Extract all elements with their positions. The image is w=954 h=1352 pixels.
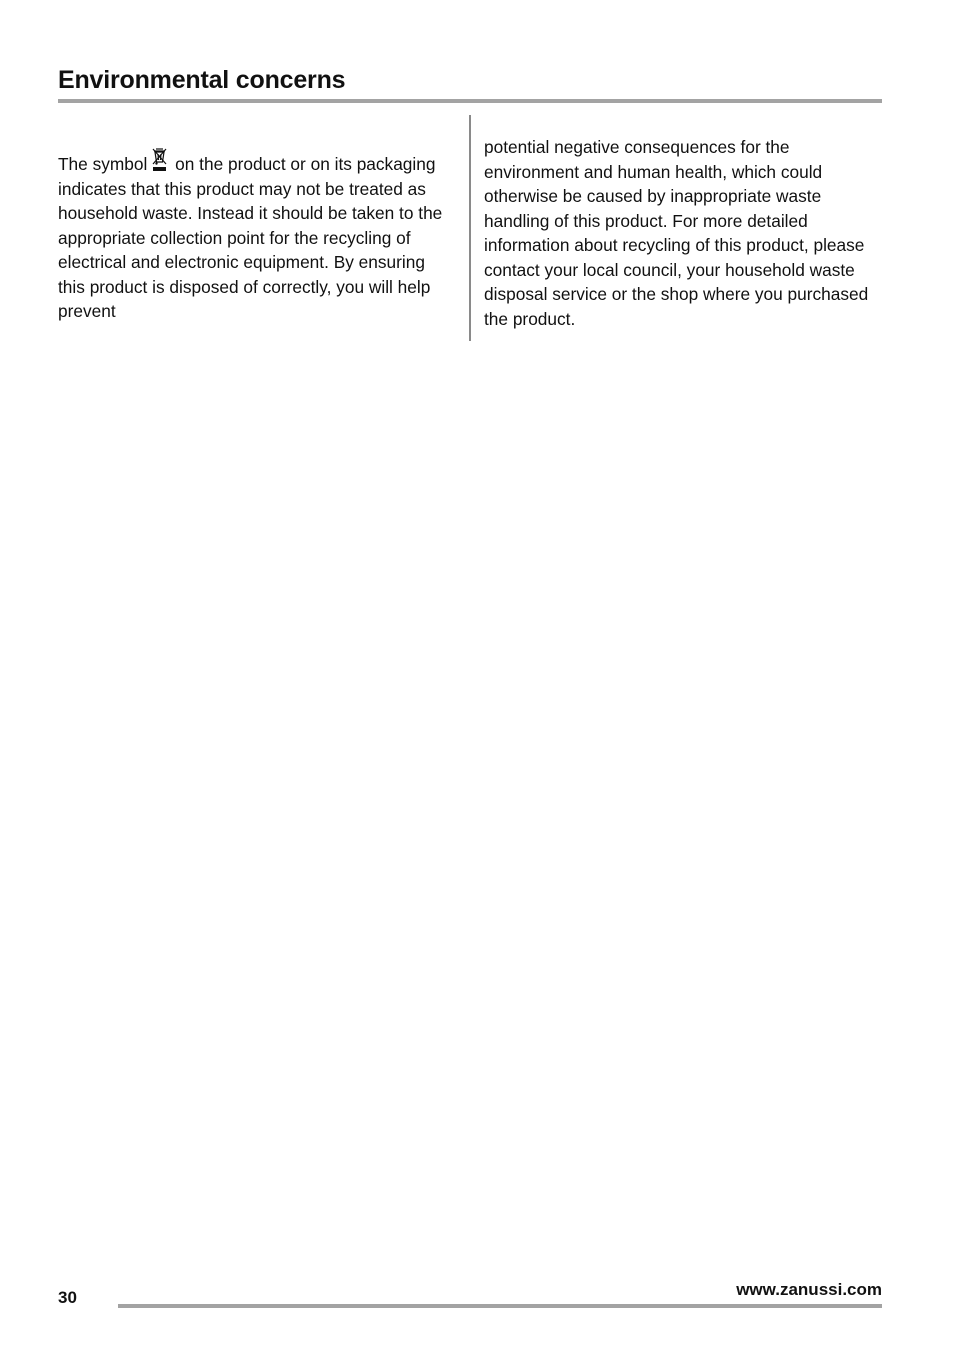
right-column-text: potential negative consequences for the environment and human health, which could otherwise be caused by inappropriate waste handling of this product. For more detailed information about recycling of this product, please contact your local council, your household waste disposal service or the shop where you purchased the product. [484, 137, 869, 329]
text-before-icon: The symbol [58, 154, 148, 174]
left-column-text [58, 147, 453, 324]
text-after-icon: on the product or on its packaging indicates that this product may not be treated as household waste. Instead it should be taken to the appropriate collection point for the recycling of electrical and electronic equipment. By ensuring this product is disposed of correctly, you will help prevent [58, 154, 443, 321]
page-number: 30 [58, 1288, 77, 1307]
footer-url[interactable]: www.zanussi.com [736, 1280, 882, 1299]
footer-rule [118, 1304, 882, 1308]
crossed-out-wheelie-bin-icon [151, 147, 168, 173]
column-divider [469, 115, 471, 341]
section-title: Environmental concerns [58, 66, 346, 94]
title-rule [58, 99, 882, 103]
